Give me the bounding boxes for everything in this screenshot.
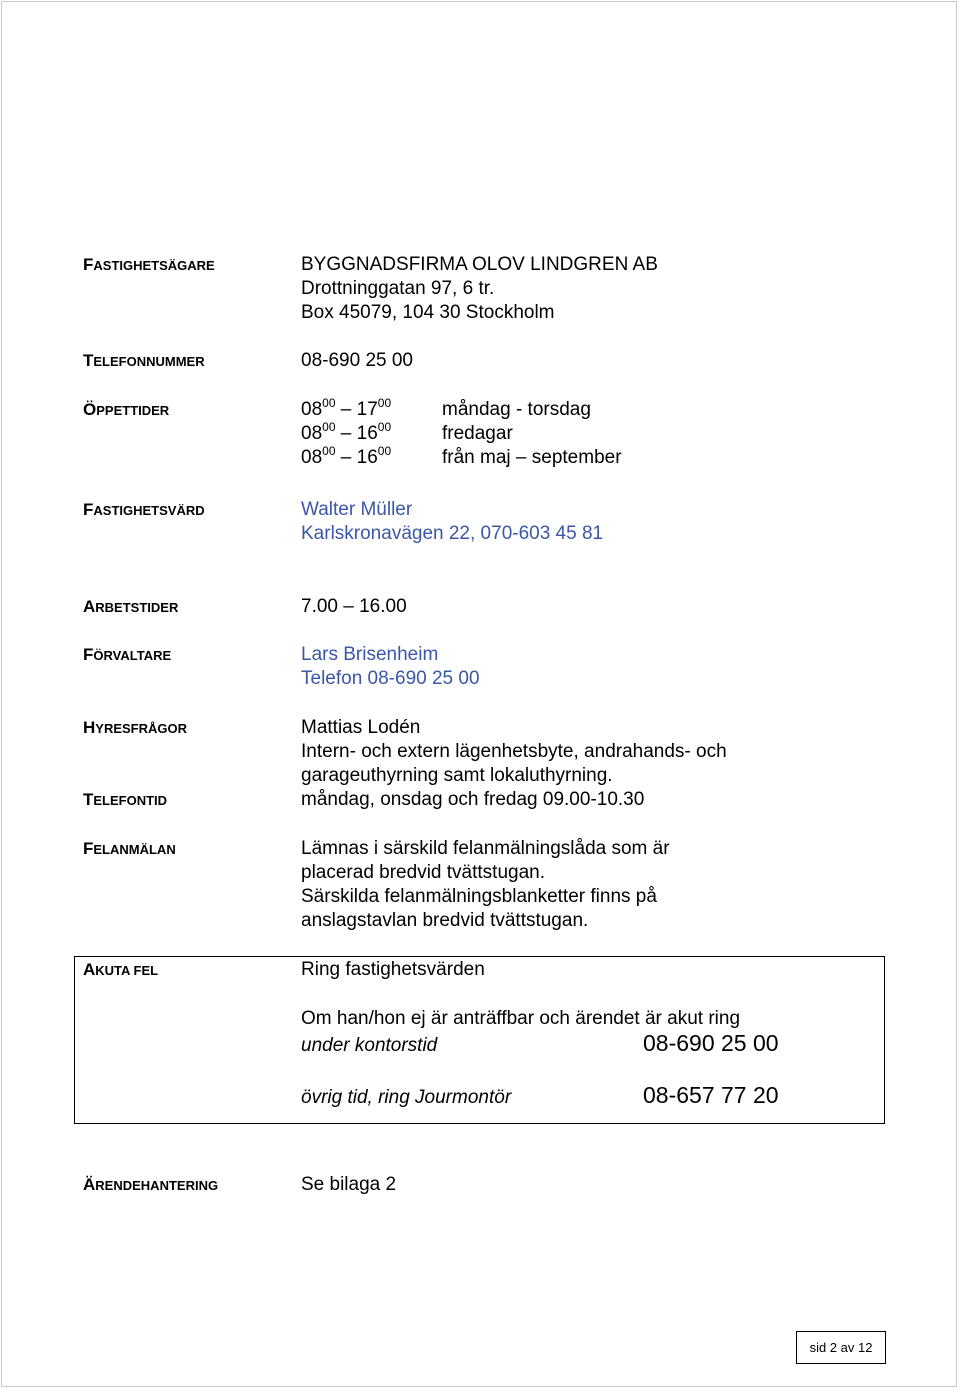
tenancy-label: HYRESFRÅGOR: [83, 718, 188, 737]
fault-report-label: FELANMÄLAN: [83, 839, 176, 858]
working-hours-label: ARBETSTIDER: [83, 597, 179, 616]
phone-value: 08-690 25 00: [301, 350, 413, 371]
urgent-office-phone: 08-690 25 00: [643, 1030, 779, 1056]
case-handling-value: Se bilaga 2: [301, 1174, 397, 1195]
tenancy-line-2: garageuthyrning samt lokaluthyrning.: [301, 765, 613, 786]
urgent-office-label: under kontorstid: [301, 1035, 438, 1056]
fault-report-line-1: Lämnas i särskild felanmälningslåda som är: [301, 838, 670, 859]
caretaker-name: Walter Müller: [301, 499, 413, 520]
manager-phone: Telefon 08-690 25 00: [301, 668, 480, 689]
urgent-line-2: Om han/hon ej är anträffbar och ärendet är akut ring: [301, 1008, 741, 1029]
opening-hours-days-2: fredagar: [442, 423, 513, 444]
urgent-other-label: övrig tid, ring Jourmontör: [301, 1087, 512, 1108]
urgent-other-phone: 08-657 77 20: [643, 1082, 779, 1108]
opening-hours-time-3: $08^{00} - 16^{00}$: [301, 444, 392, 468]
tenancy-line-1: Intern- och extern lägenhetsbyte, andrahands- och: [301, 741, 727, 762]
fault-report-line-2: placerad bredvid tvättstugan.: [301, 862, 545, 883]
phone-label: TELEFONNUMMER: [83, 351, 205, 370]
tenancy-name: Mattias Lodén: [301, 717, 421, 738]
urgent-label: AKUTA FEL: [83, 960, 159, 979]
opening-hours-days-1: måndag - torsdag: [442, 399, 591, 420]
owner-company: BYGGNADSFIRMA OLOV LINDGREN AB: [301, 254, 658, 275]
opening-hours-time-1: $08^{00} - 17^{00}$: [301, 396, 392, 420]
phone-hours-label: TELEFONTID: [83, 790, 168, 809]
owner-street: Drottninggatan 97, 6 tr.: [301, 278, 495, 299]
opening-hours-label: ÖPPETTIDER: [83, 400, 170, 419]
owner-label: FASTIGHETSÄGARE: [83, 255, 215, 274]
working-hours-value: 7.00 – 16.00: [301, 596, 407, 617]
case-handling-label: ÄRENDEHANTERING: [83, 1175, 219, 1194]
owner-box: Box 45079, 104 30 Stockholm: [301, 302, 555, 323]
fault-report-line-3: Särskilda felanmälningsblanketter finns på: [301, 886, 657, 907]
manager-label: FÖRVALTARE: [83, 645, 172, 664]
manager-name: Lars Brisenheim: [301, 644, 439, 665]
phone-hours-value: måndag, onsdag och fredag 09.00-10.30: [301, 789, 645, 810]
urgent-line-1: Ring fastighetsvärden: [301, 959, 485, 980]
caretaker-address-phone: Karlskronavägen 22, 070-603 45 81: [301, 523, 604, 544]
fault-report-line-4: anslagstavlan bredvid tvättstugan.: [301, 910, 589, 931]
caretaker-label: FASTIGHETSVÄRD: [83, 500, 205, 519]
opening-hours-time-2: $08^{00} - 16^{00}$: [301, 420, 392, 444]
page-number: sid 2 av 12: [796, 1331, 886, 1364]
opening-hours-days-3: från maj – september: [442, 447, 622, 468]
